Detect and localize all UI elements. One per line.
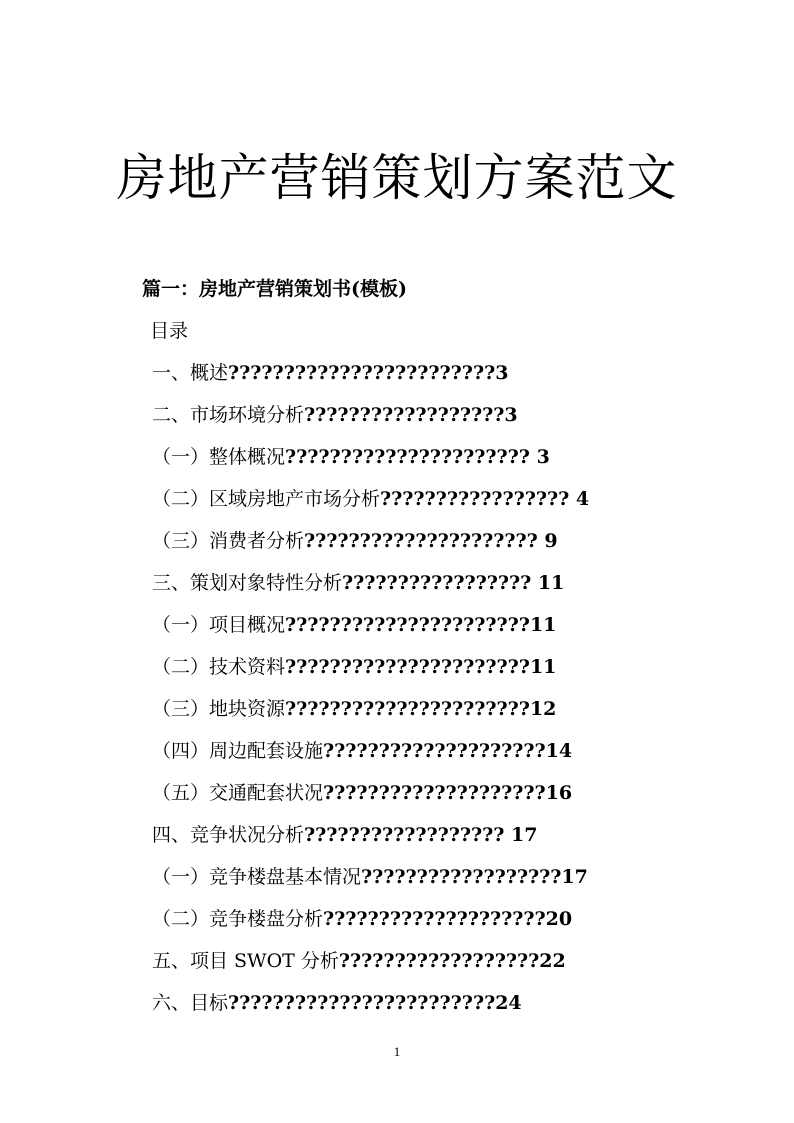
toc-entry[interactable] [152, 442, 550, 469]
toc-entry-label: （四）周边配套设施 [152, 740, 324, 762]
toc-entry-leader: ???????????????????????? [228, 362, 496, 384]
toc-entry-leader: ???????????????????? [323, 782, 546, 804]
toc-entry-label: 一、概述 [152, 362, 229, 384]
toc-entry-page: 3 [495, 362, 509, 384]
document-title: 房地产营销策划方案范文 [116, 149, 678, 207]
toc-entry-leader: ?????????????????????? [285, 446, 537, 468]
toc-entry-label: （一）竞争楼盘基本情况 [152, 866, 362, 888]
toc-entry-label: （二）技术资料 [152, 656, 286, 678]
toc-entry-label: （一）整体概况 [152, 446, 286, 468]
toc-entry-label: （五）交通配套状况 [152, 782, 324, 804]
toc-entry-label: （三）消费者分析 [152, 530, 305, 552]
toc-entry-page: 14 [545, 740, 573, 762]
toc-entry[interactable] [152, 904, 572, 931]
toc-entry-leader: ????????????????? [342, 572, 538, 594]
toc-entry-label: （二）竞争楼盘分析 [152, 908, 324, 930]
toc-entry-label: 六、目标 [152, 992, 229, 1014]
toc-entry[interactable] [152, 820, 537, 847]
toc-entry[interactable] [152, 358, 508, 385]
toc-entry-label: 四、竞争状况分析 [152, 824, 305, 846]
toc-entry-leader: ?????????????????????? [285, 698, 530, 720]
toc-entry[interactable] [152, 778, 572, 805]
toc-entry-leader: ?????????????????????? [285, 614, 530, 636]
toc-entry-label: （一）项目概况 [152, 614, 286, 636]
toc-entry[interactable] [152, 946, 566, 973]
toc-entry-label: （二）区域房地产市场分析 [152, 488, 381, 510]
toc-entry-page: 11 [529, 656, 557, 678]
toc-entry-leader: ?????????????????? [304, 404, 505, 426]
toc-entry-page: 11 [537, 572, 565, 594]
toc-entry-leader: ?????????????????? [338, 950, 540, 972]
toc-entry-leader: ????????????????? [380, 488, 576, 510]
toc-entry-page: 9 [544, 530, 558, 552]
toc-entry[interactable] [152, 568, 564, 595]
toc-entry[interactable] [152, 484, 589, 511]
toc-entry-leader: ????????????????????? [304, 530, 545, 552]
toc-entry[interactable] [152, 400, 518, 427]
toc-entry-page: 24 [495, 992, 522, 1014]
toc-entry-leader: ???????????????????? [323, 740, 546, 762]
toc-entry-page: 12 [529, 698, 557, 720]
toc-entry-page: 11 [529, 614, 557, 636]
section-heading: 篇一：房地产营销策划书(模板) [142, 278, 407, 300]
toc-entry[interactable] [152, 652, 556, 679]
toc-entry-leader: ?????????????????? [304, 824, 512, 846]
toc-entry[interactable] [152, 988, 522, 1015]
toc-entry-page: 3 [504, 404, 518, 426]
toc-entry-leader: ???????????????????? [323, 908, 546, 930]
toc-entry-leader: ?????????????????????? [285, 656, 530, 678]
toc-entry-label: 二、市场环境分析 [152, 404, 305, 426]
toc-entry-label: 三、策划对象特性分析 [152, 572, 343, 594]
toc-title: 目录 [150, 320, 189, 342]
page-number: 1 [393, 1044, 401, 1059]
toc-entry[interactable] [152, 694, 556, 721]
toc-entry-page: 16 [545, 782, 573, 804]
toc-entry-page: 17 [511, 824, 538, 846]
toc-entry-page: 4 [575, 488, 590, 510]
toc-entry[interactable] [152, 862, 588, 889]
toc-entry-page: 20 [545, 908, 573, 930]
toc-entry-label: 五、项目 SWOT 分析 [152, 950, 339, 972]
toc-entry-page: 22 [539, 950, 566, 972]
toc-entry-leader: ???????????????????????? [228, 992, 496, 1014]
toc-entry-leader: ?????????????????? [361, 866, 562, 888]
toc-entry-page: 17 [561, 866, 588, 888]
toc-entry-page: 3 [536, 446, 550, 468]
toc-entry[interactable] [152, 736, 572, 763]
toc-entry-label: （三）地块资源 [152, 698, 286, 720]
toc-entry[interactable] [152, 526, 558, 553]
toc-entry[interactable] [152, 610, 556, 637]
